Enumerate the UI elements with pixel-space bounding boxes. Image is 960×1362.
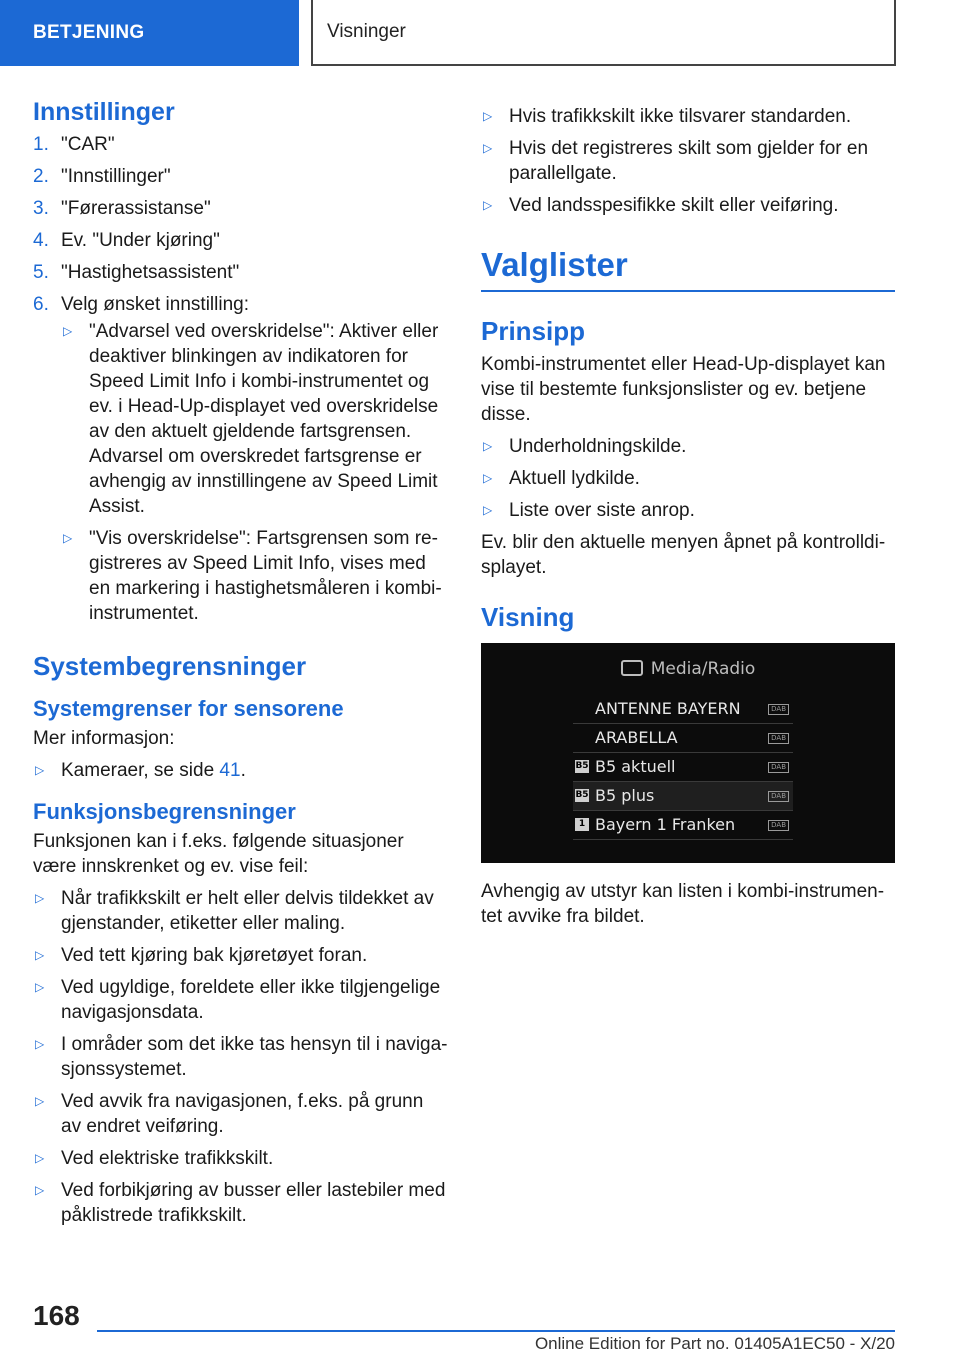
station-name: ARABELLA — [595, 728, 678, 747]
step-item — [33, 196, 448, 221]
triangle-bullet-icon: ▷ — [35, 1183, 45, 1197]
list-item-text: Ved tett kjøring bak kjøretøyet foran. — [61, 945, 368, 966]
triangle-bullet-icon: ▷ — [35, 763, 45, 777]
section-tab — [0, 0, 299, 66]
page-number: 168 — [33, 1300, 80, 1331]
list-item-text: Hvis trafikkskilt ikke tilsvarer standarden. — [509, 106, 852, 127]
step-number: 5. — [33, 262, 49, 283]
settings-steps — [33, 132, 448, 633]
step-number: 4. — [33, 230, 49, 251]
station-row — [573, 695, 793, 724]
screen-title: Media/Radio — [650, 659, 756, 679]
footer-rule — [97, 1330, 895, 1332]
station-row-selected — [573, 782, 793, 811]
step-sub-list — [61, 319, 448, 626]
station-name: B5 plus — [595, 786, 655, 805]
step-text: "Innstillinger" — [61, 166, 171, 187]
list-item-text: Underholdningskilde. — [509, 436, 687, 457]
triangle-bullet-icon: ▷ — [35, 1037, 45, 1051]
station-name: Bayern 1 Franken — [595, 815, 736, 834]
more-info-text: Mer informasjon: — [33, 728, 175, 749]
list-item — [33, 1146, 448, 1171]
function-intro: Funksjonen kan i f.eks. følgende situasjoner være innskrenket og ev. vise feil: — [33, 831, 404, 877]
triangle-bullet-icon: ▷ — [483, 471, 493, 485]
list-item — [481, 136, 895, 186]
settings-heading: Innstillinger — [33, 98, 175, 126]
triangle-bullet-icon: ▷ — [483, 503, 493, 517]
list-item — [33, 975, 448, 1025]
dab-badge: DAB — [768, 762, 789, 773]
media-radio-icon — [621, 660, 643, 676]
chapter-title: Visninger — [327, 21, 406, 42]
selection-lists-heading: Valglister — [481, 246, 895, 292]
list-item-text: I områder som det ikke tas hensyn til i naviga-sjonssystemet. — [61, 1034, 448, 1080]
principle-after-text: Ev. blir den aktuelle menyen åpnet på kontrolldi-splayet. — [481, 532, 886, 578]
step-number: 3. — [33, 198, 49, 219]
triangle-bullet-icon: ▷ — [35, 948, 45, 962]
step-item — [33, 260, 448, 285]
dab-badge: DAB — [768, 733, 789, 744]
list-item — [33, 758, 448, 783]
list-item — [33, 886, 448, 936]
list-item — [33, 1032, 448, 1082]
image-caption: Avhengig av utstyr kan listen i kombi-instrumen-tet avvike fra bildet. — [481, 881, 885, 927]
section-label: BETJENING — [33, 22, 145, 43]
step-text: Ev. "Under kjøring" — [61, 230, 220, 251]
screen-header — [481, 659, 895, 679]
principle-list — [481, 434, 895, 523]
triangle-bullet-icon: ▷ — [35, 891, 45, 905]
dab-badge: DAB — [768, 820, 789, 831]
function-limits-list-continued — [481, 104, 895, 218]
station-list — [573, 695, 793, 840]
triangle-bullet-icon: ▷ — [35, 1094, 45, 1108]
list-item — [481, 498, 895, 523]
step-number: 1. — [33, 134, 49, 155]
sub-item — [61, 526, 448, 626]
step-item — [33, 132, 448, 157]
list-item-text: Aktuell lydkilde. — [509, 468, 640, 489]
triangle-bullet-icon: ▷ — [483, 198, 493, 212]
sub-item-text: "Advarsel ved overskridelse": Aktiver eller deaktiver blinkingen av indikatoren for Speed Limit Info i kombi-instrumentet og ev. i Head-Up-displayet ved overskridelse av den aktuelt gjeldende fartsgrensen. Advarsel om overskredet fartsgrense er avhengig av innstillingene av Speed Limit Assist. — [89, 321, 439, 517]
triangle-bullet-icon: ▷ — [63, 324, 73, 338]
list-item — [481, 193, 895, 218]
principle-text: Kombi-instrumentet eller Head-Up-displayet kan vise til bestemte funksjonslister og ev. betjene disse. — [481, 354, 886, 425]
list-item-text: Liste over siste anrop. — [509, 500, 695, 521]
station-logo-icon: 1 — [575, 818, 589, 831]
station-row — [573, 753, 793, 782]
list-item — [33, 1178, 448, 1228]
edition-text: Online Edition for Part no. 01405A1EC50 - X/20 — [534, 1334, 895, 1353]
page-link[interactable]: 41 — [219, 760, 241, 781]
list-item — [481, 434, 895, 459]
chapter-title-box — [311, 0, 896, 66]
sub-item — [61, 319, 448, 519]
sub-item-text: "Vis overskridelse": Fartsgrensen som re-gistreres av Speed Limit Info, vises med en markering i hastighetsmåleren i kombi-instrumentet. — [89, 528, 442, 624]
display-heading: Visning — [481, 602, 575, 632]
sensor-limits-heading: Systemgrenser for sensorene — [33, 696, 344, 721]
principle-heading: Prinsipp — [481, 316, 586, 346]
step-number: 6. — [33, 294, 49, 315]
triangle-bullet-icon: ▷ — [63, 531, 73, 545]
list-item — [33, 1089, 448, 1139]
step-text: "CAR" — [61, 134, 115, 155]
triangle-bullet-icon: ▷ — [483, 439, 493, 453]
step-item — [33, 164, 448, 189]
list-item — [33, 943, 448, 968]
function-limits-heading: Funksjonsbegrensninger — [33, 799, 296, 824]
step-text: "Førerassistanse" — [61, 198, 211, 219]
list-item-text: Når trafikkskilt er helt eller delvis tildekket av gjenstander, etiketter eller maling. — [61, 888, 434, 934]
triangle-bullet-icon: ▷ — [483, 141, 493, 155]
step-item — [33, 292, 448, 633]
station-logo-icon: B5 — [575, 790, 589, 800]
station-row — [573, 724, 793, 753]
triangle-bullet-icon: ▷ — [35, 1151, 45, 1165]
dab-badge: DAB — [768, 791, 789, 802]
more-info-list — [33, 758, 448, 783]
media-radio-screenshot — [481, 643, 895, 863]
list-item-text: Ved ugyldige, foreldete eller ikke tilgjengelige navigasjonsdata. — [61, 977, 441, 1023]
cameras-suffix: . — [240, 760, 246, 781]
list-item — [481, 466, 895, 491]
list-item-text: Ved avvik fra navigasjonen, f.eks. på grunn av endret veiføring. — [61, 1091, 424, 1137]
list-item-text: Ved elektriske trafikkskilt. — [61, 1148, 274, 1169]
function-limits-list — [33, 886, 448, 1228]
left-column — [33, 98, 448, 1235]
right-column — [481, 98, 895, 936]
step-text: Velg ønsket innstilling: — [61, 294, 249, 315]
step-number: 2. — [33, 166, 49, 187]
station-name: ANTENNE BAYERN — [595, 699, 741, 718]
cameras-text: Kameraer, se side — [61, 760, 220, 781]
list-item-text: Ved landsspesifikke skilt eller veiføring. — [509, 195, 839, 216]
station-logo-icon: B5 — [575, 761, 589, 771]
dab-badge: DAB — [768, 704, 789, 715]
step-text: "Hastighetsassistent" — [61, 262, 240, 283]
system-limits-heading: Systembegrensninger — [33, 651, 307, 681]
triangle-bullet-icon: ▷ — [483, 109, 493, 123]
list-item-text: Hvis det registreres skilt som gjelder for en parallellgate. — [509, 138, 869, 184]
list-item-text: Ved forbikjøring av busser eller lastebiler med påklistrede trafikkskilt. — [61, 1180, 446, 1226]
triangle-bullet-icon: ▷ — [35, 980, 45, 994]
list-item — [481, 104, 895, 129]
station-row — [573, 811, 793, 840]
station-name: B5 aktuell — [595, 757, 676, 776]
step-item — [33, 228, 448, 253]
